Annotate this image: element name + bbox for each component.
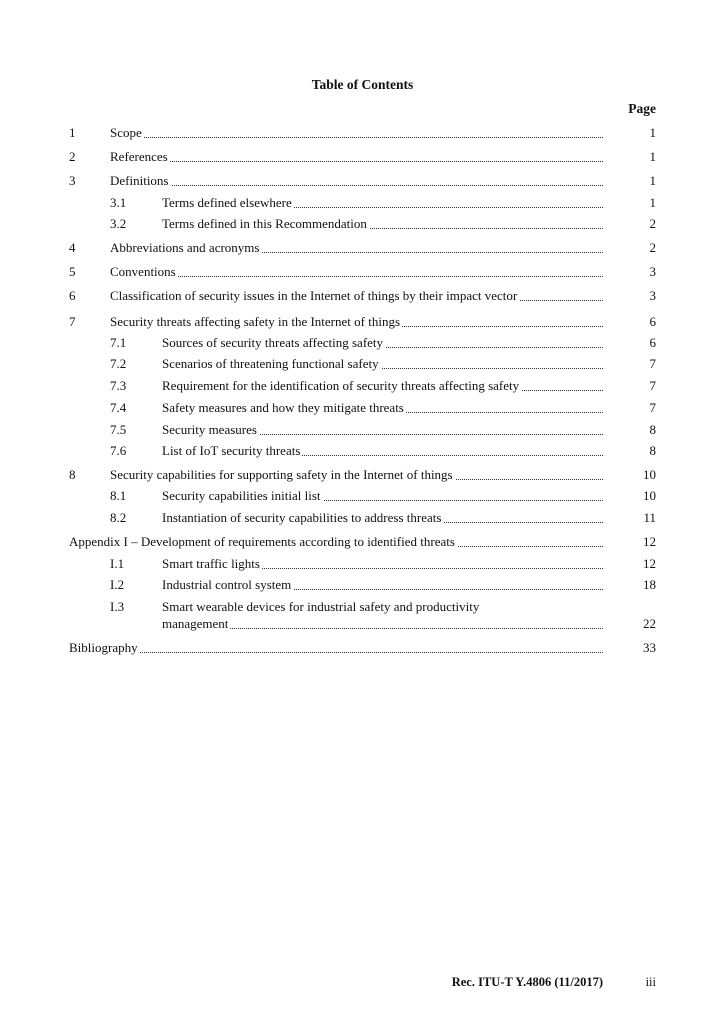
toc-entry[interactable] <box>0 377 725 395</box>
entry-number: 4 <box>69 240 76 255</box>
entry-page: 12 <box>643 534 656 549</box>
toc-entry[interactable] <box>0 194 725 212</box>
toc-entry[interactable] <box>0 466 725 484</box>
toc-entry[interactable] <box>0 287 725 305</box>
entry-title: Terms defined in this Recommendation <box>162 216 367 231</box>
entry-title: Sources of security threats affecting safety <box>162 335 384 350</box>
entry-page: 33 <box>643 640 656 655</box>
entry-title: Security measures <box>162 422 257 437</box>
toc-entry[interactable] <box>0 263 725 281</box>
entry-page: 12 <box>643 556 656 571</box>
toc-entry[interactable] <box>0 313 725 331</box>
entry-number: 5 <box>69 264 76 279</box>
entry-title: Instantiation of security capabilities to address threats <box>162 510 442 525</box>
entry-number: 3 <box>69 173 76 188</box>
toc-entry[interactable] <box>0 509 725 527</box>
toc-entry[interactable] <box>0 124 725 142</box>
entry-number: 6 <box>69 288 76 303</box>
entry-page: 2 <box>649 216 656 231</box>
toc-entry[interactable] <box>0 399 725 417</box>
entry-page: 8 <box>649 443 656 458</box>
toc-entry[interactable] <box>0 442 725 460</box>
entry-page: 6 <box>649 335 656 350</box>
entry-page: 1 <box>649 173 656 188</box>
entry-page: 6 <box>649 314 656 329</box>
entry-title-line1: Smart wearable devices for industrial safety and productivity <box>162 599 480 614</box>
entry-title: Appendix I – Development of requirements according to identified threats <box>69 534 455 549</box>
entry-number: 3.2 <box>110 216 127 231</box>
entry-title: Definitions <box>110 173 169 188</box>
entry-page: 7 <box>649 400 656 415</box>
entry-page: 11 <box>643 510 656 525</box>
toc-title: Table of Contents <box>311 77 414 92</box>
entry-number: 7 <box>69 314 76 329</box>
entry-page: 7 <box>649 378 656 393</box>
page-column-header: Page <box>628 101 656 116</box>
entry-number: 8.2 <box>110 510 127 525</box>
footer-doc-ref: Rec. ITU-T Y.4806 (11/2017) <box>451 975 603 989</box>
entry-title: Security threats affecting safety in the Internet of things <box>110 314 400 329</box>
entry-title: References <box>110 149 168 164</box>
entry-title: Abbreviations and acronyms <box>110 240 260 255</box>
entry-title: Terms defined elsewhere <box>162 195 292 210</box>
entry-page: 10 <box>643 488 656 503</box>
entry-page: 3 <box>649 288 656 303</box>
entry-number: 7.5 <box>110 422 127 437</box>
entry-number: 3.1 <box>110 195 127 210</box>
entry-number: 1 <box>69 125 76 140</box>
entry-page: 2 <box>649 240 656 255</box>
toc-entry-first-line[interactable] <box>0 598 725 616</box>
entry-page: 1 <box>649 149 656 164</box>
entry-number: 7.6 <box>110 443 127 458</box>
entry-number: 7.2 <box>110 356 127 371</box>
entry-title: Classification of security issues in the Internet of things by their impact vector <box>110 288 518 303</box>
toc-entry[interactable] <box>0 334 725 352</box>
entry-page: 18 <box>643 577 656 592</box>
entry-title: management <box>162 616 229 631</box>
entry-page: 1 <box>649 195 656 210</box>
footer-page-number: iii <box>645 975 656 989</box>
entry-title: Security capabilities initial list <box>162 488 321 503</box>
toc-entry[interactable] <box>0 533 725 551</box>
entry-number: I.2 <box>110 577 125 592</box>
toc-entry[interactable] <box>0 172 725 190</box>
toc-entry[interactable] <box>0 615 725 633</box>
entry-title: List of IoT security threats <box>162 443 301 458</box>
entry-number: 8.1 <box>110 488 127 503</box>
entry-title: Security capabilities for supporting safety in the Internet of things <box>110 467 453 482</box>
toc-entry[interactable] <box>0 421 725 439</box>
entry-title: Scenarios of threatening functional safety <box>162 356 379 371</box>
entry-page: 8 <box>649 422 656 437</box>
entry-page: 7 <box>649 356 656 371</box>
entry-title: Safety measures and how they mitigate threats <box>162 400 404 415</box>
entry-title: Conventions <box>110 264 176 279</box>
toc-entry[interactable] <box>0 555 725 573</box>
toc-entry[interactable] <box>0 487 725 505</box>
entry-number: 7.3 <box>110 378 127 393</box>
entry-title: Smart traffic lights <box>162 556 260 571</box>
entry-title: Scope <box>110 125 142 140</box>
entry-number: I.1 <box>110 556 125 571</box>
entry-page: 3 <box>649 264 656 279</box>
entry-number: 8 <box>69 467 76 482</box>
toc-entry[interactable] <box>0 215 725 233</box>
toc-entry[interactable] <box>0 148 725 166</box>
entry-number: 7.4 <box>110 400 127 415</box>
toc-entry[interactable] <box>0 576 725 594</box>
entry-number: I.3 <box>110 599 125 614</box>
entry-page: 1 <box>649 125 656 140</box>
toc-entry[interactable] <box>0 355 725 373</box>
entry-title: Requirement for the identification of security threats affecting safety <box>162 378 520 393</box>
entry-number: 2 <box>69 149 76 164</box>
entry-title: Industrial control system <box>162 577 292 592</box>
toc-entry[interactable] <box>0 239 725 257</box>
entry-page: 22 <box>643 616 656 631</box>
entry-page: 10 <box>643 467 656 482</box>
entry-title: Bibliography <box>69 640 138 655</box>
entry-number: 7.1 <box>110 335 127 350</box>
toc-entry[interactable] <box>0 639 725 657</box>
